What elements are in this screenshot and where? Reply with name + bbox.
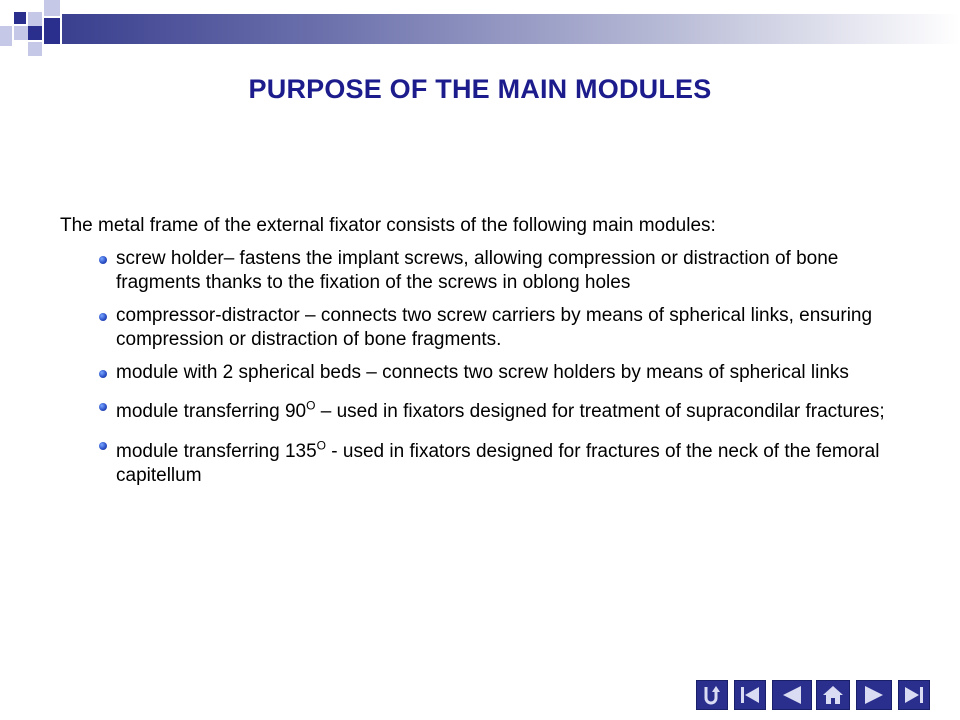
list-item-text: screw holder– fastens the implant screws, allowing compression or distraction of bone fragments thanks to the fixation of the screws in oblong holes bbox=[116, 248, 839, 293]
bullet-icon bbox=[99, 313, 107, 321]
bullet-icon bbox=[99, 442, 107, 450]
return-button[interactable] bbox=[696, 680, 728, 710]
list-item bbox=[95, 247, 885, 295]
list-item-text: module transferring $90^O$ – used in fixators designed for treatment of supracondilar fractures; bbox=[116, 399, 885, 423]
list-item-text: module with 2 spherical beds – connects two screw holders by means of spherical links bbox=[116, 362, 849, 383]
list-item bbox=[95, 361, 885, 385]
bullet-icon bbox=[99, 370, 107, 378]
bullet-icon bbox=[99, 403, 107, 411]
first-slide-icon bbox=[739, 684, 761, 706]
return-icon bbox=[701, 684, 723, 706]
list-item bbox=[95, 433, 885, 487]
first-slide-button[interactable] bbox=[734, 680, 766, 710]
home-icon bbox=[821, 684, 845, 706]
list-item-text: module transferring $135^O$ - used in fixators designed for fractures of the neck of the femoral capitellum bbox=[116, 438, 880, 486]
intro-text: The metal frame of the external fixator consists of the following main modules: bbox=[60, 215, 716, 236]
next-slide-button[interactable] bbox=[856, 680, 892, 710]
header-gradient-bar bbox=[62, 14, 960, 44]
bullet-icon bbox=[99, 256, 107, 264]
previous-slide-button[interactable] bbox=[772, 680, 812, 710]
slide-title: PURPOSE OF THE MAIN MODULES bbox=[248, 74, 712, 104]
module-list bbox=[95, 247, 885, 497]
list-item bbox=[95, 304, 885, 352]
next-slide-icon bbox=[861, 684, 887, 706]
home-button[interactable] bbox=[816, 680, 850, 710]
previous-slide-icon bbox=[779, 684, 805, 706]
last-slide-button[interactable] bbox=[898, 680, 930, 710]
list-item-text: compressor-distractor – connects two screw carriers by means of spherical links, ensuring compression or distraction of bone fragments. bbox=[116, 305, 873, 350]
list-item bbox=[95, 394, 885, 424]
last-slide-icon bbox=[903, 684, 925, 706]
